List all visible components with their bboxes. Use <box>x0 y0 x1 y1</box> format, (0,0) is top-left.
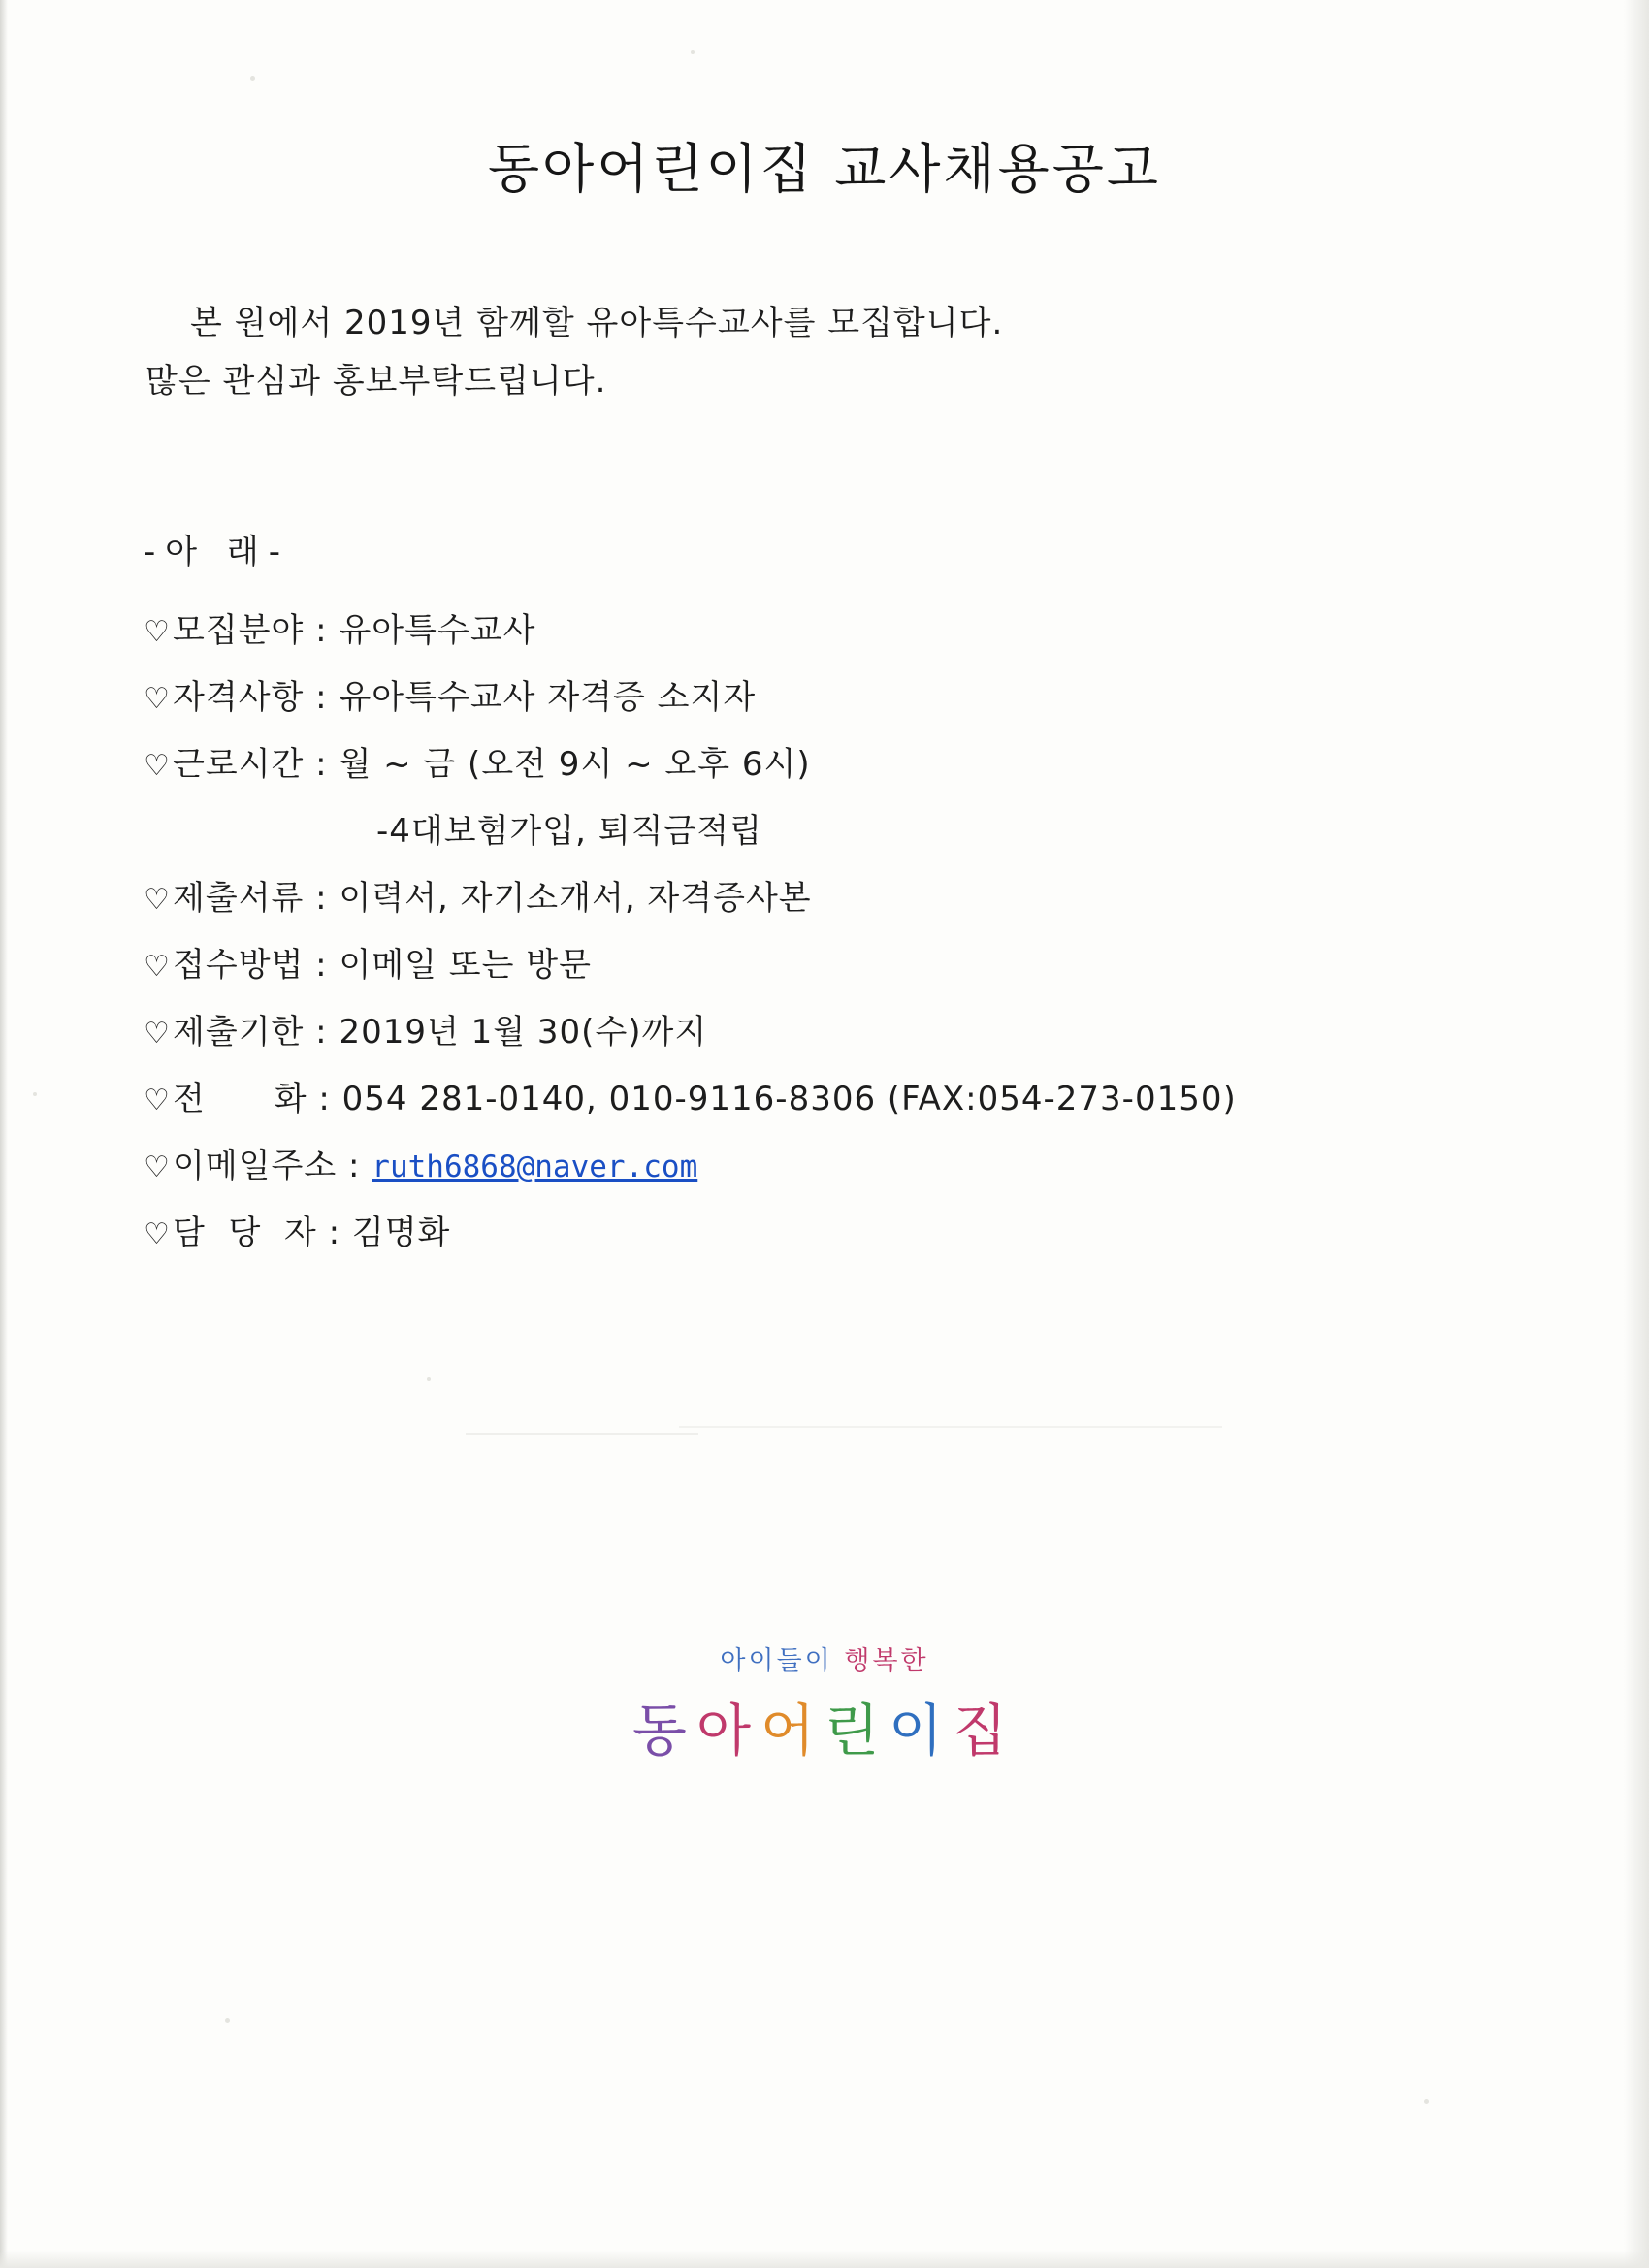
scan-speck <box>427 1377 431 1381</box>
heart-icon: ♡ <box>144 883 171 918</box>
logo-tagline <box>0 1639 1649 1677</box>
logo-name-char: 이 <box>889 1698 954 1764</box>
intro-line-2: 많은 관심과 홍보부탁드립니다. <box>146 361 607 401</box>
list-item-deadline <box>144 999 1649 1066</box>
item-label: 모집분야 : <box>173 611 340 650</box>
below-label: -아 래- <box>144 533 291 571</box>
item-value: 월 ~ 금 (오전 9시 ~ 오후 6시) <box>339 745 811 785</box>
item-label: 제출서류 : <box>173 879 340 919</box>
scan-crease <box>466 1433 698 1435</box>
item-value: 유아특수교사 <box>339 611 536 650</box>
item-value: 이메일 또는 방문 <box>339 946 592 986</box>
logo-tagline-char <box>833 1646 845 1676</box>
heart-icon: ♡ <box>144 1084 171 1118</box>
item-value: 김명화 <box>351 1214 451 1253</box>
item-label: 이메일주소 : <box>173 1147 372 1186</box>
list-item-recruit-field <box>144 598 1649 664</box>
item-value: 유아특수교사 자격증 소지자 <box>339 678 757 718</box>
list-item-apply-method <box>144 932 1649 999</box>
logo-name-char: 린 <box>824 1698 889 1764</box>
logo-name-char: 아 <box>695 1698 760 1764</box>
page-title: 동아어린이집 교사채용공고 <box>487 138 1162 200</box>
intro-paragraph <box>0 295 1649 410</box>
item-label: 담 당 자 : <box>173 1214 352 1253</box>
heart-icon: ♡ <box>144 1217 171 1252</box>
logo-tagline-char: 행 <box>844 1646 873 1676</box>
list-item-work-hours <box>144 731 1649 798</box>
item-value: 2019년 1월 30(수)까지 <box>339 1013 708 1053</box>
scan-edge-bottom <box>0 2251 1649 2268</box>
logo-name-char: 어 <box>760 1698 824 1764</box>
details-list <box>0 598 1649 1267</box>
item-label: 전 화 : <box>173 1080 342 1119</box>
heart-icon: ♡ <box>144 615 171 649</box>
logo-tagline-char: 한 <box>900 1646 929 1676</box>
scan-speck <box>1424 2099 1429 2104</box>
scan-speck <box>225 2018 230 2023</box>
heart-icon: ♡ <box>144 950 171 985</box>
heart-icon: ♡ <box>144 682 171 717</box>
item-label: 자격사항 : <box>173 678 340 718</box>
logo-name-char: 동 <box>631 1698 696 1764</box>
work-hours-note: -4대보험가입, 퇴직금적립 <box>376 812 762 852</box>
item-label: 근로시간 : <box>173 745 340 785</box>
heart-icon: ♡ <box>144 1017 171 1052</box>
list-item-contact-person <box>144 1200 1649 1267</box>
heart-icon: ♡ <box>144 1150 171 1185</box>
item-label: 접수방법 : <box>173 946 340 986</box>
item-value: 054 281-0140, 010-9116-8306 (FAX:054-273-0150) <box>341 1080 1237 1119</box>
email-link[interactable]: ruth6868@naver.com <box>372 1150 698 1185</box>
heart-icon: ♡ <box>144 749 171 784</box>
logo-name-char: 집 <box>953 1698 1018 1764</box>
item-label: 제출기한 : <box>173 1013 340 1053</box>
logo-tagline-char: 이 <box>748 1646 777 1676</box>
item-value: 이력서, 자기소개서, 자격증사본 <box>339 879 812 919</box>
list-item-documents <box>144 865 1649 932</box>
logo-name <box>0 1685 1649 1766</box>
footer-logo <box>0 1639 1649 1766</box>
list-item-qualification <box>144 664 1649 731</box>
list-item-email <box>144 1133 1649 1200</box>
logo-tagline-char: 복 <box>872 1646 901 1676</box>
logo-tagline-char: 들 <box>776 1646 805 1676</box>
intro-line-1: 본 원에서 2019년 함께할 유아특수교사를 모집합니다. <box>190 304 1004 342</box>
logo-tagline-char: 아 <box>720 1646 749 1676</box>
logo-tagline-char: 이 <box>804 1646 833 1676</box>
list-item-phone <box>144 1066 1649 1133</box>
scan-crease <box>679 1426 1222 1428</box>
